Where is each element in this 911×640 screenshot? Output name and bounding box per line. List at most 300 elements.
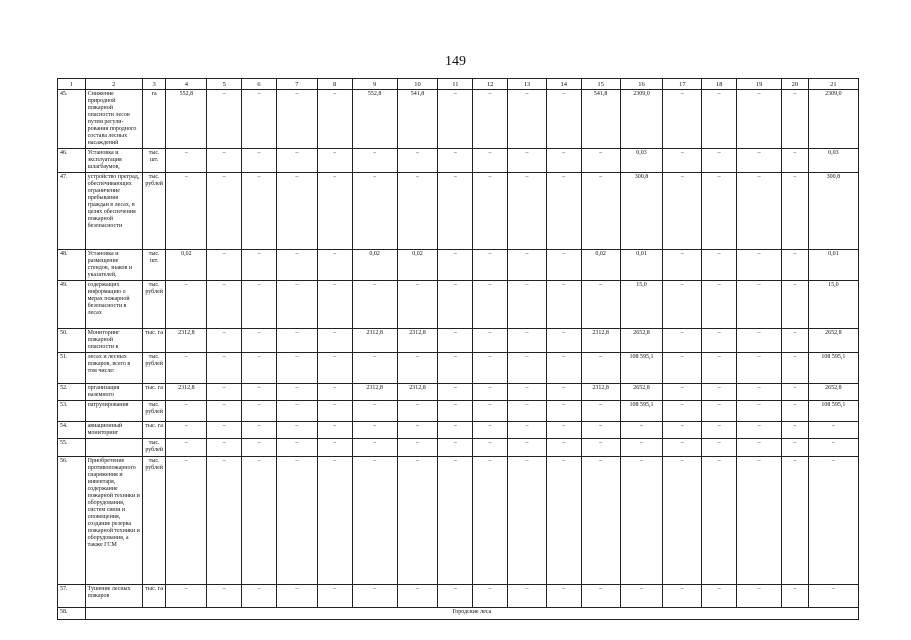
table-cell: 108 595,1 (620, 401, 663, 422)
table-cell: – (508, 281, 547, 329)
table-cell: 108 595,1 (808, 401, 858, 422)
table-cell: 2312,8 (352, 384, 397, 401)
table-cell: – (276, 384, 317, 401)
table-cell: – (166, 353, 207, 384)
row-number: 57. (58, 585, 86, 608)
row-number: 50. (58, 329, 86, 353)
row-number: 56. (58, 457, 86, 585)
column-header: 19 (737, 79, 782, 90)
table-cell: – (663, 439, 702, 457)
table-row (58, 439, 859, 457)
row-name: лесах и лесных пожаров, всего в том числе: (85, 353, 142, 384)
table-cell: – (317, 457, 352, 585)
table-cell: – (317, 90, 352, 149)
table-cell: – (808, 585, 858, 608)
column-header: 20 (782, 79, 809, 90)
table-row (58, 329, 859, 353)
table-cell: – (663, 422, 702, 439)
table-row (58, 384, 859, 401)
table-cell: – (207, 439, 242, 457)
table-cell: – (663, 173, 702, 250)
table-cell: – (546, 329, 581, 353)
table-cell: – (242, 585, 277, 608)
table-cell: – (352, 422, 397, 439)
table-cell: 2309,0 (808, 90, 858, 149)
table-cell: – (782, 439, 809, 457)
table-cell: – (702, 439, 737, 457)
table-cell: – (352, 585, 397, 608)
column-header: 2 (85, 79, 142, 90)
table-cell: – (242, 250, 277, 281)
table-cell: – (473, 329, 508, 353)
table-cell: – (663, 149, 702, 173)
table-cell: – (397, 149, 438, 173)
column-header: 5 (207, 79, 242, 90)
row-name: устройство преград, обеспечивающих ограничение пребывания граждан в лесах, в целях обеспечения пожарной безопасности (85, 173, 142, 250)
table-cell: – (397, 281, 438, 329)
table-cell: – (702, 585, 737, 608)
table-cell: – (438, 384, 473, 401)
column-header: 9 (352, 79, 397, 90)
table-cell: 2652,8 (808, 329, 858, 353)
table-cell: – (242, 149, 277, 173)
table-cell: – (620, 585, 663, 608)
table-cell: – (508, 90, 547, 149)
table-cell: – (438, 173, 473, 250)
table-cell: – (276, 149, 317, 173)
column-header: 16 (620, 79, 663, 90)
row-name: содержащих информацию о мерах пожарной безопасности в лесах (85, 281, 142, 329)
row-number: 55. (58, 439, 86, 457)
row-number: 47. (58, 173, 86, 250)
table-cell: – (317, 401, 352, 422)
table-cell: – (207, 90, 242, 149)
table-cell: – (782, 353, 809, 384)
table-cell: – (620, 422, 663, 439)
table-cell: – (242, 384, 277, 401)
table-cell: – (242, 401, 277, 422)
column-header: 4 (166, 79, 207, 90)
table-cell: – (438, 585, 473, 608)
table-cell: – (166, 401, 207, 422)
table-cell: – (782, 422, 809, 439)
table-cell: – (397, 585, 438, 608)
table-cell: 552,8 (352, 90, 397, 149)
table-cell: – (207, 250, 242, 281)
table-cell: – (242, 90, 277, 149)
table-cell: – (352, 173, 397, 250)
table-cell: – (438, 439, 473, 457)
table-row (58, 281, 859, 329)
table-cell: – (663, 401, 702, 422)
table-cell: – (663, 384, 702, 401)
row-unit: тыс. рублей (142, 173, 166, 250)
table-cell: – (782, 585, 809, 608)
table-cell: – (546, 281, 581, 329)
table-cell: – (508, 422, 547, 439)
column-header: 11 (438, 79, 473, 90)
row-number: 58. (58, 608, 86, 620)
table-cell: – (702, 384, 737, 401)
table-cell: – (276, 173, 317, 250)
table-row (58, 585, 859, 608)
table-cell: – (737, 281, 782, 329)
table-cell: – (207, 422, 242, 439)
table-cell: – (276, 353, 317, 384)
table-cell: – (663, 457, 702, 585)
table-cell: – (166, 149, 207, 173)
table-cell: – (702, 90, 737, 149)
header-row (58, 79, 859, 90)
table-cell: 0,01 (808, 250, 858, 281)
table-cell: – (737, 585, 782, 608)
table-cell: 2312,8 (397, 384, 438, 401)
table-cell: – (438, 457, 473, 585)
table-cell: – (737, 401, 782, 422)
row-unit: га (142, 90, 166, 149)
table-cell: 0,03 (808, 149, 858, 173)
table-cell: – (473, 457, 508, 585)
row-name: Установка и размещение стендов, знаков и указателей, (85, 250, 142, 281)
table-cell: – (581, 439, 620, 457)
table-cell: 15,0 (620, 281, 663, 329)
column-header: 8 (317, 79, 352, 90)
table-cell: 2312,8 (397, 329, 438, 353)
table-cell: – (663, 329, 702, 353)
table-cell: – (546, 384, 581, 401)
table-cell: – (737, 173, 782, 250)
table-cell: – (737, 384, 782, 401)
table-cell: 108 595,1 (808, 353, 858, 384)
table-row (58, 173, 859, 250)
row-number: 48. (58, 250, 86, 281)
table-cell: – (620, 439, 663, 457)
row-name: Тушение лесных пожаров (85, 585, 142, 608)
row-unit: тыс. га (142, 384, 166, 401)
table-cell: – (242, 329, 277, 353)
table-cell: – (581, 457, 620, 585)
table-cell: 2312,8 (352, 329, 397, 353)
table-cell: – (808, 422, 858, 439)
table-cell: – (782, 384, 809, 401)
table-cell: – (438, 401, 473, 422)
table-row (58, 90, 859, 149)
row-unit: тыс. га (142, 585, 166, 608)
table-cell: – (207, 585, 242, 608)
table-cell: – (581, 401, 620, 422)
column-header: 3 (142, 79, 166, 90)
table-cell: – (276, 422, 317, 439)
table-row (58, 457, 859, 585)
table-cell: – (737, 439, 782, 457)
data-table (57, 78, 859, 620)
table-cell: 2312,8 (166, 329, 207, 353)
section-title: Городские леса (85, 608, 858, 620)
row-name: патрулирования (85, 401, 142, 422)
table-cell: – (317, 173, 352, 250)
table-cell: – (317, 281, 352, 329)
table-cell: 15,0 (808, 281, 858, 329)
table-cell: – (276, 250, 317, 281)
table-cell: – (508, 384, 547, 401)
row-name: Установка и эксплуатация шлагбаумов, (85, 149, 142, 173)
table-cell: – (702, 353, 737, 384)
row-unit: тыс. га (142, 422, 166, 439)
row-number: 54. (58, 422, 86, 439)
table-cell: – (317, 439, 352, 457)
row-number: 53. (58, 401, 86, 422)
table-cell: – (242, 439, 277, 457)
table-cell: – (473, 585, 508, 608)
row-name: авиационный мониторинг (85, 422, 142, 439)
row-name: организация наземного (85, 384, 142, 401)
table-cell: – (207, 149, 242, 173)
table-cell: – (438, 422, 473, 439)
row-name: Мониторинг пожарной опасности в (85, 329, 142, 353)
column-header: 17 (663, 79, 702, 90)
row-unit: тыс. шт. (142, 149, 166, 173)
table-cell: – (397, 173, 438, 250)
table-cell: – (581, 585, 620, 608)
table-cell: 2652,8 (620, 384, 663, 401)
table-cell: – (438, 90, 473, 149)
table-cell: – (397, 401, 438, 422)
table-cell: – (808, 457, 858, 585)
table-cell: – (508, 457, 547, 585)
table-cell: – (242, 422, 277, 439)
table-cell: – (207, 281, 242, 329)
table-cell: 108 595,1 (620, 353, 663, 384)
row-number: 51. (58, 353, 86, 384)
table-row (58, 149, 859, 173)
table-cell: – (546, 439, 581, 457)
column-header: 15 (581, 79, 620, 90)
table-cell: 2652,8 (620, 329, 663, 353)
table-cell: – (546, 250, 581, 281)
table-cell: – (581, 173, 620, 250)
table-cell: – (317, 329, 352, 353)
table-cell: – (581, 422, 620, 439)
table-cell: – (397, 422, 438, 439)
table-cell: – (473, 250, 508, 281)
column-header: 13 (508, 79, 547, 90)
table-cell: – (276, 439, 317, 457)
table-cell: – (352, 401, 397, 422)
table-cell: – (352, 353, 397, 384)
table-cell: – (546, 457, 581, 585)
table-cell: – (782, 401, 809, 422)
table-cell: – (663, 90, 702, 149)
table-cell: – (508, 250, 547, 281)
table-cell: – (207, 457, 242, 585)
table-cell: – (317, 585, 352, 608)
table-cell: 2309,0 (620, 90, 663, 149)
table-cell: – (581, 281, 620, 329)
table-cell: – (473, 439, 508, 457)
table-cell: – (782, 329, 809, 353)
table-cell: – (782, 173, 809, 250)
table-cell: – (276, 401, 317, 422)
table-cell: – (782, 281, 809, 329)
table-cell: – (702, 250, 737, 281)
row-unit: тыс. рублей (142, 401, 166, 422)
table-cell: – (352, 439, 397, 457)
table-row (58, 250, 859, 281)
table-cell: – (508, 353, 547, 384)
table-cell: – (242, 353, 277, 384)
table-cell: 2652,8 (808, 384, 858, 401)
table-cell: – (317, 384, 352, 401)
table-cell: – (438, 329, 473, 353)
table-cell: – (702, 422, 737, 439)
table-row (58, 422, 859, 439)
table-cell: – (581, 353, 620, 384)
table-cell: 0,02 (352, 250, 397, 281)
table-cell: – (737, 457, 782, 585)
table-cell: – (581, 149, 620, 173)
table-cell: 0,02 (397, 250, 438, 281)
page-number: 149 (445, 54, 466, 69)
row-name: Приобретение противопожарного снаряжения и инвентаря, содержание пожарной техники и оборудования, систем связи и оповещения, создание резерва пожарной техники и оборудования, а также ГСМ (85, 457, 142, 585)
table-cell: – (663, 585, 702, 608)
table-cell: – (546, 149, 581, 173)
table-cell: – (782, 457, 809, 585)
table-cell: – (782, 149, 809, 173)
table-cell: 541,8 (397, 90, 438, 149)
table-cell: – (166, 173, 207, 250)
table-cell: – (508, 173, 547, 250)
table-cell: – (473, 149, 508, 173)
table-cell: – (276, 585, 317, 608)
table-cell: – (508, 585, 547, 608)
table-cell: – (737, 250, 782, 281)
table-cell: – (166, 439, 207, 457)
row-name: Снижение природной пожарной опасности лесов путем регули-рования породного состава лесных насаждений (85, 90, 142, 149)
table-cell: – (620, 457, 663, 585)
column-header: 12 (473, 79, 508, 90)
table-cell: – (242, 281, 277, 329)
column-header: 18 (702, 79, 737, 90)
table-cell: – (352, 281, 397, 329)
table-cell: – (438, 281, 473, 329)
table-cell: – (702, 457, 737, 585)
table-cell: 2312,8 (166, 384, 207, 401)
table-cell: – (782, 90, 809, 149)
row-unit: тыс. рублей (142, 457, 166, 585)
table-cell: – (242, 173, 277, 250)
table-cell: – (207, 173, 242, 250)
table-cell: – (546, 585, 581, 608)
table-cell: – (508, 329, 547, 353)
table-cell: – (166, 422, 207, 439)
table-cell: – (317, 422, 352, 439)
table-cell: – (737, 353, 782, 384)
table-cell: 552,8 (166, 90, 207, 149)
table-cell: – (546, 401, 581, 422)
table-cell: – (702, 281, 737, 329)
table-cell: – (166, 281, 207, 329)
table-cell: – (317, 353, 352, 384)
table-cell: – (207, 353, 242, 384)
row-unit: тыс. га (142, 329, 166, 353)
column-header: 21 (808, 79, 858, 90)
table-cell: – (276, 281, 317, 329)
row-number: 46. (58, 149, 86, 173)
table-cell: – (546, 353, 581, 384)
column-header: 6 (242, 79, 277, 90)
column-header: 14 (546, 79, 581, 90)
table-cell: – (166, 585, 207, 608)
section-row (58, 608, 859, 620)
table-cell: – (546, 173, 581, 250)
table-cell: – (276, 329, 317, 353)
table-cell: – (663, 353, 702, 384)
table-cell: – (737, 149, 782, 173)
table-cell: – (663, 281, 702, 329)
table-cell: – (397, 457, 438, 585)
table-cell: – (663, 250, 702, 281)
row-unit: тыс. рублей (142, 353, 166, 384)
row-number: 49. (58, 281, 86, 329)
row-unit: тыс. рублей (142, 281, 166, 329)
table-row (58, 401, 859, 422)
row-unit: тыс. рублей (142, 439, 166, 457)
table-cell: – (352, 457, 397, 585)
table-cell: – (473, 173, 508, 250)
table-cell: – (702, 401, 737, 422)
table-cell: – (276, 457, 317, 585)
table-cell: – (737, 90, 782, 149)
table-cell: – (438, 250, 473, 281)
table-cell: – (207, 329, 242, 353)
table-cell: 2312,8 (581, 384, 620, 401)
table-cell: – (473, 384, 508, 401)
table-row (58, 353, 859, 384)
table-cell: – (546, 422, 581, 439)
row-name (85, 439, 142, 457)
table-cell: – (397, 439, 438, 457)
table-cell: 300,8 (620, 173, 663, 250)
table-cell: 300,8 (808, 173, 858, 250)
column-header: 1 (58, 79, 86, 90)
table-cell: – (702, 173, 737, 250)
table-cell: – (473, 281, 508, 329)
table-cell: – (438, 149, 473, 173)
table-cell: – (737, 329, 782, 353)
table-cell: – (352, 149, 397, 173)
table-cell: 0,03 (620, 149, 663, 173)
table-cell: – (207, 384, 242, 401)
table-cell: – (276, 90, 317, 149)
table-cell: – (166, 457, 207, 585)
table-cell: – (702, 149, 737, 173)
table-cell: – (317, 149, 352, 173)
table-cell: – (808, 439, 858, 457)
table-cell: 2312,8 (581, 329, 620, 353)
table-cell: 0,02 (166, 250, 207, 281)
table-cell: – (473, 422, 508, 439)
table-cell: – (207, 401, 242, 422)
table-cell: – (782, 250, 809, 281)
table-cell: 541,8 (581, 90, 620, 149)
table-cell: 0,02 (581, 250, 620, 281)
table-cell: – (508, 149, 547, 173)
table-cell: 0,01 (620, 250, 663, 281)
table-cell: – (438, 353, 473, 384)
row-number: 52. (58, 384, 86, 401)
table-cell: – (508, 439, 547, 457)
table-cell: – (397, 353, 438, 384)
